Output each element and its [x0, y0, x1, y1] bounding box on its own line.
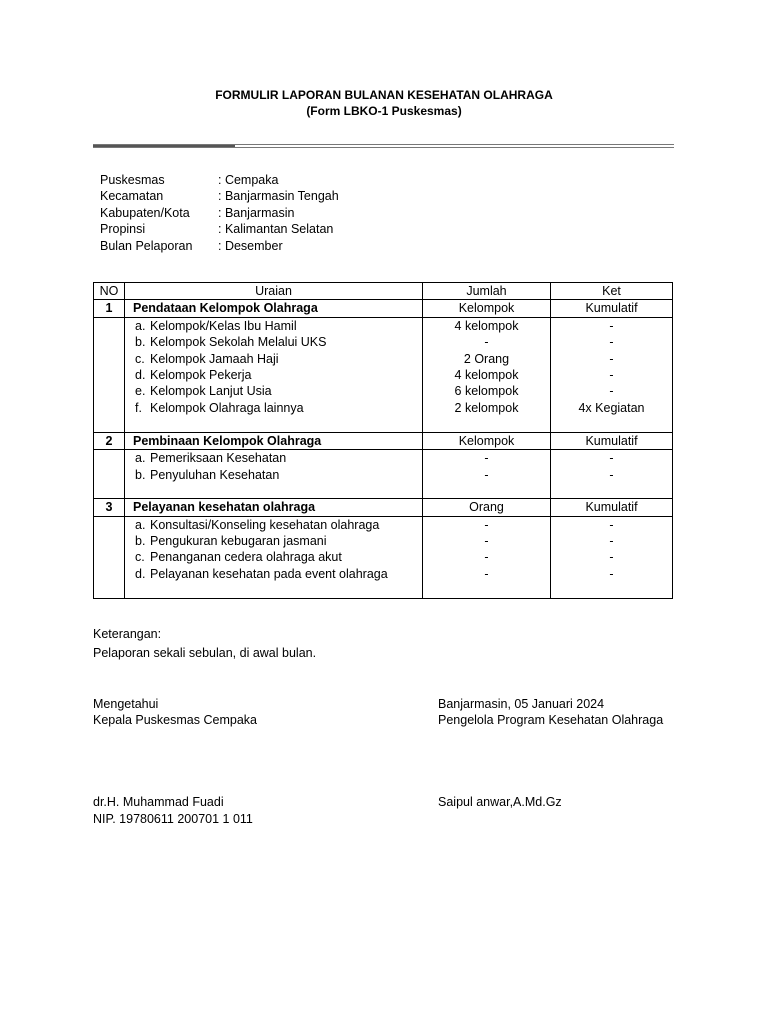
signer-left-name: dr.H. Muhammad Fuadi: [93, 795, 224, 809]
signature-left-line1: Mengetahui: [93, 697, 159, 711]
list-item: b. Kelompok Sekolah Melalui UKS: [135, 335, 327, 350]
section-header-row: [94, 432, 673, 449]
header-divider-bottom: [93, 147, 674, 148]
signature-left-line2: Kepala Puskesmas Cempaka: [93, 713, 257, 728]
jumlah-value: -: [484, 335, 489, 350]
ket-value: -: [609, 517, 614, 532]
form-subtitle: (Form LBKO-1 Puskesmas): [306, 104, 462, 118]
signer-left: [93, 794, 253, 828]
header-uraian: Uraian: [125, 283, 423, 300]
info-label: Kabupaten/Kota: [100, 205, 190, 220]
jumlah-values: [423, 516, 551, 598]
list-item: e. Kelompok Lanjut Usia: [135, 384, 272, 399]
jumlah-value: 2 Orang: [463, 351, 510, 366]
empty-cell: [94, 516, 125, 598]
signature-left: [93, 696, 257, 729]
info-value: : Desember: [218, 238, 283, 253]
header-ket: Ket: [551, 283, 673, 300]
section-no: 3: [94, 499, 125, 516]
jumlah-values: [423, 317, 551, 432]
info-value: : Cempaka: [218, 173, 279, 187]
signature-right-line2: Pengelola Program Kesehatan Olahraga: [438, 713, 664, 728]
list-item: d. Pelayanan kesehatan pada event olahraga: [135, 566, 388, 581]
info-block: [100, 172, 339, 254]
section-title: Pendataan Kelompok Olahraga: [125, 300, 423, 317]
ket-value: -: [609, 534, 614, 549]
list-item: f. Kelompok Olahraga lainnya: [135, 400, 304, 415]
note-text: Pelaporan sekali sebulan, di awal bulan.: [93, 646, 317, 660]
header-no: NO: [94, 283, 125, 300]
info-row-bulan: [100, 238, 339, 254]
ket-values: [551, 516, 673, 598]
ket-values: [551, 317, 673, 432]
info-row-puskesmas: [100, 172, 339, 188]
info-row-propinsi: [100, 221, 339, 237]
info-row-kecamatan: [100, 188, 339, 204]
jumlah-value: -: [484, 566, 489, 581]
item-list: [125, 450, 423, 499]
section-no: 1: [94, 300, 125, 317]
section-ket: Kumulatif: [551, 432, 673, 449]
ket-values: [551, 450, 673, 499]
info-value: : Kalimantan Selatan: [218, 222, 334, 237]
section-jumlah: Kelompok: [423, 432, 551, 449]
section-jumlah: Orang: [423, 499, 551, 516]
section-jumlah: Kelompok: [423, 300, 551, 317]
info-value: : Banjarmasin Tengah: [218, 189, 339, 204]
empty-cell: [94, 450, 125, 499]
list-item: c. Penanganan cedera olahraga akut: [135, 550, 342, 565]
ket-value: -: [609, 318, 614, 333]
ket-value: -: [609, 550, 614, 565]
jumlah-value: -: [484, 534, 489, 549]
list-item: b. Pengukuran kebugaran jasmani: [135, 534, 327, 549]
empty-cell: [94, 317, 125, 432]
table-header-row: [94, 283, 673, 300]
jumlah-value: -: [484, 517, 489, 532]
section-items-row: [94, 516, 673, 598]
ket-value: -: [609, 335, 614, 350]
header-jumlah: Jumlah: [423, 283, 551, 300]
jumlah-values: [423, 450, 551, 499]
info-label: Propinsi: [100, 222, 146, 237]
report-table: [93, 282, 673, 599]
list-item: d. Kelompok Pekerja: [135, 367, 252, 382]
signer-left-nip: NIP. 19780611 200701 1 011: [93, 812, 253, 826]
section-ket: Kumulatif: [551, 499, 673, 516]
jumlah-value: -: [484, 550, 489, 565]
section-no: 2: [94, 432, 125, 449]
ket-value: -: [609, 467, 614, 482]
jumlah-value: 6 kelompok: [454, 384, 519, 399]
ket-value: -: [609, 384, 614, 399]
signer-right-name: Saipul anwar,A.Md.Gz: [438, 795, 562, 809]
section-items-row: [94, 450, 673, 499]
ket-value: -: [609, 367, 614, 382]
info-label: Puskesmas: [100, 173, 165, 187]
form-title: FORMULIR LAPORAN BULANAN KESEHATAN OLAHRAGA: [215, 88, 553, 102]
ket-value: -: [609, 351, 614, 366]
section-header-row: [94, 300, 673, 317]
note-heading: Keterangan:: [93, 627, 162, 641]
ket-value: -: [609, 566, 614, 581]
ket-value: 4x Kegiatan: [578, 400, 645, 415]
signature-right: [438, 696, 663, 729]
info-label: Kecamatan: [100, 189, 164, 204]
section-title: Pelayanan kesehatan olahraga: [125, 499, 423, 516]
list-item: a. Konsultasi/Konseling kesehatan olahraga: [135, 517, 380, 532]
jumlah-value: -: [484, 451, 489, 466]
section-items-row: [94, 317, 673, 432]
ket-value: -: [609, 451, 614, 466]
list-item: a. Kelompok/Kelas Ibu Hamil: [135, 318, 297, 333]
note-block: [93, 625, 316, 663]
item-list: [125, 317, 423, 432]
jumlah-value: 2 kelompok: [454, 400, 519, 415]
signature-right-line1: Banjarmasin, 05 Januari 2024: [438, 697, 605, 711]
list-item: a. Pemeriksaan Kesehatan: [135, 451, 287, 466]
info-label: Bulan Pelaporan: [100, 238, 193, 253]
jumlah-value: 4 kelompok: [454, 367, 519, 382]
signer-right: [438, 794, 562, 811]
jumlah-value: -: [484, 467, 489, 482]
list-item: c. Kelompok Jamaah Haji: [135, 351, 279, 366]
section-ket: Kumulatif: [551, 300, 673, 317]
item-list: [125, 516, 423, 598]
section-header-row: [94, 499, 673, 516]
info-value: : Banjarmasin: [218, 205, 295, 220]
section-title: Pembinaan Kelompok Olahraga: [125, 432, 423, 449]
jumlah-value: 4 kelompok: [454, 318, 519, 333]
info-row-kabupaten: [100, 205, 339, 221]
list-item: b. Penyuluhan Kesehatan: [135, 467, 280, 482]
